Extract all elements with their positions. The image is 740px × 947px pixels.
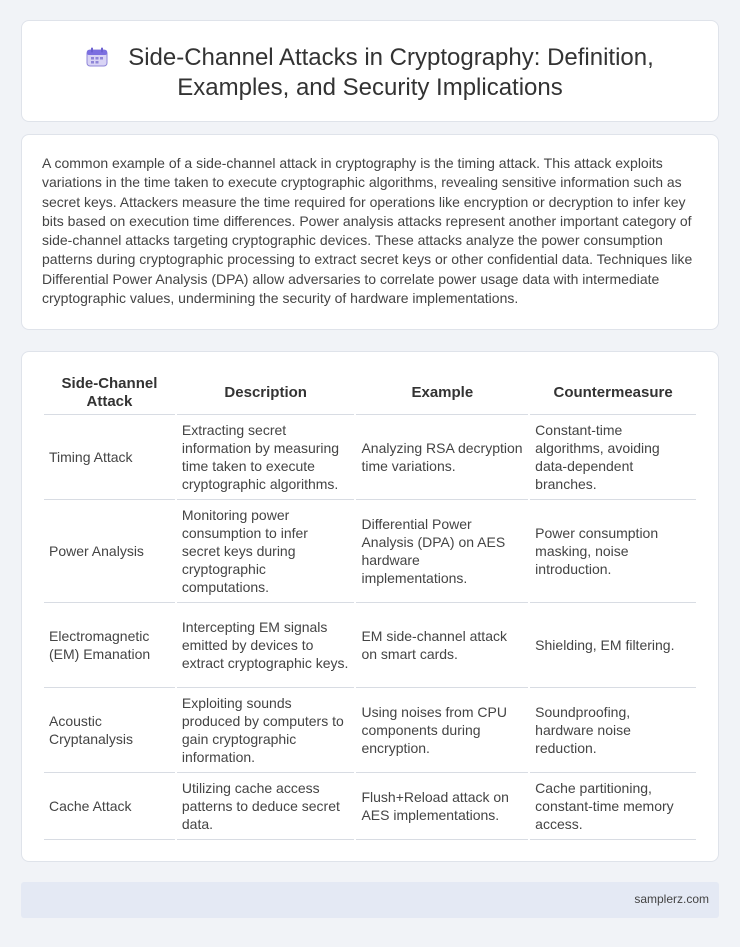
cell-attack: Cache Attack <box>44 773 175 840</box>
cell-description: Intercepting EM signals emitted by devices to extract cryptographic keys. <box>177 603 355 688</box>
page-title <box>22 43 718 103</box>
table-row <box>44 773 696 840</box>
table-row <box>44 603 696 688</box>
header-description: Description <box>177 372 355 415</box>
attacks-table <box>42 372 698 840</box>
cell-example: Using noises from CPU components during encryption. <box>356 688 528 773</box>
cell-description: Monitoring power consumption to infer secret keys during cryptographic computations. <box>177 500 355 603</box>
intro-paragraph: A common example of a side-channel attack in cryptography is the timing attack. This attack exploits variations in the time taken to execute cryptographic algorithms, revealing sensitive information such as secret keys. Attackers measure the time required for operations like encryption or decryption to infer key bits based on execution time differences. Power analysis attacks represent another important category of side-channel attacks targeting cryptographic devices. These attacks analyze the power consumption patterns during cryptographic processing to extract secret keys or other confidential data. Techniques like Differential Power Analysis (DPA) allow adversaries to correlate power usage data with intermediate cryptographic values, undermining the security of hardware implementations. <box>42 155 693 307</box>
cell-countermeasure: Cache partitioning, constant-time memory access. <box>530 773 696 840</box>
cell-example: Analyzing RSA decryption time variations. <box>356 415 528 500</box>
footer <box>21 882 719 918</box>
footer-site-link[interactable]: samplerz.com <box>634 892 709 906</box>
table-row <box>44 688 696 773</box>
cell-attack: Timing Attack <box>44 415 175 500</box>
title-line-2: Examples, and Security Implications <box>177 74 563 101</box>
header-countermeasure: Countermeasure <box>530 372 696 415</box>
cell-attack: Electromagnetic (EM) Emanation <box>44 603 175 688</box>
cell-description: Extracting secret information by measuring time taken to execute cryptographic algorithms. <box>177 415 355 500</box>
table-row <box>44 500 696 603</box>
cell-description: Exploiting sounds produced by computers to gain cryptographic information. <box>177 688 355 773</box>
cell-countermeasure: Shielding, EM filtering. <box>530 603 696 688</box>
table-header-row <box>44 372 696 415</box>
table-row <box>44 415 696 500</box>
header-attack: Side-Channel Attack <box>44 372 175 415</box>
cell-example: Flush+Reload attack on AES implementations. <box>356 773 528 840</box>
cell-example: EM side-channel attack on smart cards. <box>356 603 528 688</box>
cell-example: Differential Power Analysis (DPA) on AES hardware implementations. <box>356 500 528 603</box>
cell-countermeasure: Constant-time algorithms, avoiding data-dependent branches. <box>530 415 696 500</box>
title-line-1: Side-Channel Attacks in Cryptography: Definition, <box>128 44 654 71</box>
cell-attack: Acoustic Cryptanalysis <box>44 688 175 773</box>
table-card <box>21 351 719 862</box>
cell-attack: Power Analysis <box>44 500 175 603</box>
cell-countermeasure: Soundproofing, hardware noise reduction. <box>530 688 696 773</box>
title-card <box>21 20 719 122</box>
intro-card <box>21 134 719 330</box>
header-example: Example <box>356 372 528 415</box>
cell-countermeasure: Power consumption masking, noise introduction. <box>530 500 696 603</box>
cell-description: Utilizing cache access patterns to deduce secret data. <box>177 773 355 840</box>
calendar-icon <box>86 47 108 67</box>
